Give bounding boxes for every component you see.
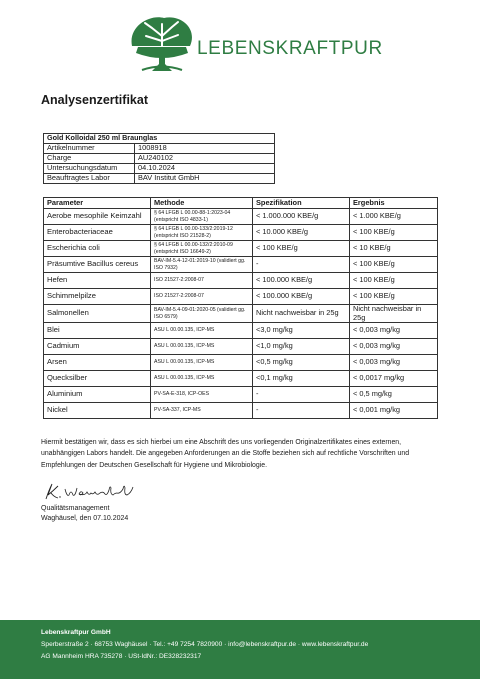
result-cell: < 0,003 mg/kg (350, 355, 438, 371)
result-cell: < 0,003 mg/kg (350, 323, 438, 339)
result-cell: < 0,5 mg/kg (350, 387, 438, 403)
spec-cell: <3,0 mg/kg (253, 323, 350, 339)
brand-name: LEBENSKRAFTPUR (197, 38, 383, 59)
result-cell: Nicht nachweisbar in 25g (350, 305, 438, 323)
results-table (43, 197, 438, 419)
signature-place-date: Waghäusel, den 07.10.2024 (41, 515, 129, 522)
result-row (44, 403, 438, 419)
info-value: 04.10.2024 (135, 164, 275, 174)
result-cell: < 10 KBE/g (350, 241, 438, 257)
result-cell: < 100 KBE/g (350, 289, 438, 305)
method-cell: PV-SA-E-318, ICP-OES (151, 387, 253, 403)
parameter-cell: Blei (44, 323, 151, 339)
method-cell: PV-SA-337, ICP-MS (151, 403, 253, 419)
spec-cell: < 1.000.000 KBE/g (253, 209, 350, 225)
spec-cell: - (253, 403, 350, 419)
parameter-cell: Enterobacteriaceae (44, 225, 151, 241)
footer-company: Lebenskraftpur GmbH (41, 629, 111, 636)
method-cell: ISO 21527-2:2008-07 (151, 289, 253, 305)
result-cell: < 0,003 mg/kg (350, 339, 438, 355)
footer (0, 620, 480, 679)
parameter-cell: Quecksilber (44, 371, 151, 387)
result-row (44, 257, 438, 273)
company-logo (128, 14, 383, 76)
product-info-table (43, 133, 275, 184)
method-cell: BAV-IM-5.4-09-01:2020-05 (validiert gg. ISO 6579) (151, 305, 253, 323)
info-key: Artikelnummer (44, 144, 135, 154)
column-header-spec: Spezifikation (253, 198, 350, 209)
result-row (44, 305, 438, 323)
parameter-cell: Arsen (44, 355, 151, 371)
spec-cell: Nicht nachweisbar in 25g (253, 305, 350, 323)
signature-image (43, 480, 143, 502)
spec-cell: < 100.000 KBE/g (253, 289, 350, 305)
parameter-cell: Aerobe mesophile Keimzahl (44, 209, 151, 225)
parameter-cell: Nickel (44, 403, 151, 419)
method-cell: BAV-IM-5.4-12-01:2019-10 (validiert gg. ISO 7932) (151, 257, 253, 273)
result-row (44, 371, 438, 387)
info-value: AU240102 (135, 154, 275, 164)
info-value: BAV Institut GmbH (135, 174, 275, 184)
result-cell: < 0,001 mg/kg (350, 403, 438, 419)
method-cell: § 64 LFGB L 00.00-88-1:2023-04 (entspricht ISO 4833-1) (151, 209, 253, 225)
info-value: 1008918 (135, 144, 275, 154)
result-row (44, 323, 438, 339)
result-row (44, 273, 438, 289)
info-key: Untersuchungsdatum (44, 164, 135, 174)
result-cell: < 1.000 KBE/g (350, 209, 438, 225)
spec-cell: < 10.000 KBE/g (253, 225, 350, 241)
method-cell: ASU L 00.00.135, ICP-MS (151, 323, 253, 339)
parameter-cell: Hefen (44, 273, 151, 289)
result-row (44, 241, 438, 257)
spec-cell: - (253, 257, 350, 273)
result-cell: < 100 KBE/g (350, 225, 438, 241)
method-cell: ASU L 00.00.135, ICP-MS (151, 371, 253, 387)
method-cell: § 64 LFGB L 00.00-132/2:2010-09 (entspricht ISO 16649-2) (151, 241, 253, 257)
result-row (44, 289, 438, 305)
parameter-cell: Salmonellen (44, 305, 151, 323)
info-row (44, 164, 275, 174)
product-header-row (44, 134, 275, 144)
info-row (44, 174, 275, 184)
result-row (44, 387, 438, 403)
method-cell: ASU L 00.00.135, ICP-MS (151, 355, 253, 371)
method-cell: ASU L 00.00.135, ICP-MS (151, 339, 253, 355)
product-name: Gold Kolloidal 250 ml Braunglas (44, 134, 275, 144)
confirmation-statement: Hiermit bestätigen wir, dass es sich hierbei um eine Abschrift des uns vorliegenden Originalzertifikates eines externen, unabhängigen Labors handelt. Die angegeben Anforderungen an die Stoffe beziehen sich auf rechtliche Vorschriften und Empfehlungen der Deutschen Gesellschaft für Hygiene und Mikrobiologie. (41, 439, 410, 469)
spec-cell: < 100 KBE/g (253, 241, 350, 257)
spec-cell: <1,0 mg/kg (253, 339, 350, 355)
parameter-cell: Präsumtive Bacillus cereus (44, 257, 151, 273)
result-cell: < 0,0017 mg/kg (350, 371, 438, 387)
signature-role: Qualitätsmanagement (41, 505, 110, 512)
result-row (44, 339, 438, 355)
info-row (44, 154, 275, 164)
info-key: Beauftragtes Labor (44, 174, 135, 184)
result-row (44, 355, 438, 371)
column-header-result: Ergebnis (350, 198, 438, 209)
parameter-cell: Aluminium (44, 387, 151, 403)
parameter-cell: Schimmelpilze (44, 289, 151, 305)
result-row (44, 225, 438, 241)
parameter-cell: Cadmium (44, 339, 151, 355)
method-cell: ISO 21527-2:2008-07 (151, 273, 253, 289)
footer-address: Sperberstraße 2 · 68753 Waghäusel · Tel.: +49 7254 7820900 · info@lebenskraftpur.de · www.lebenskraftpur.de (41, 641, 369, 648)
parameter-cell: Escherichia coli (44, 241, 151, 257)
info-row (44, 144, 275, 154)
result-cell: < 100 KBE/g (350, 273, 438, 289)
result-row (44, 209, 438, 225)
page-title: Analysenzertifikat (41, 93, 148, 107)
column-header-parameter: Parameter (44, 198, 151, 209)
column-header-method: Methode (151, 198, 253, 209)
tree-icon (128, 14, 196, 76)
spec-cell: - (253, 387, 350, 403)
results-header-row (44, 198, 438, 209)
method-cell: § 64 LFGB L 00.00-133/2:2019-12 (entspricht ISO 21528-2) (151, 225, 253, 241)
results-body (44, 209, 438, 419)
info-key: Charge (44, 154, 135, 164)
spec-cell: <0,1 mg/kg (253, 371, 350, 387)
footer-register: AG Mannheim HRA 735278 · USt-IdNr.: DE328232317 (41, 653, 202, 660)
result-cell: < 100 KBE/g (350, 257, 438, 273)
spec-cell: <0,5 mg/kg (253, 355, 350, 371)
spec-cell: < 100.000 KBE/g (253, 273, 350, 289)
